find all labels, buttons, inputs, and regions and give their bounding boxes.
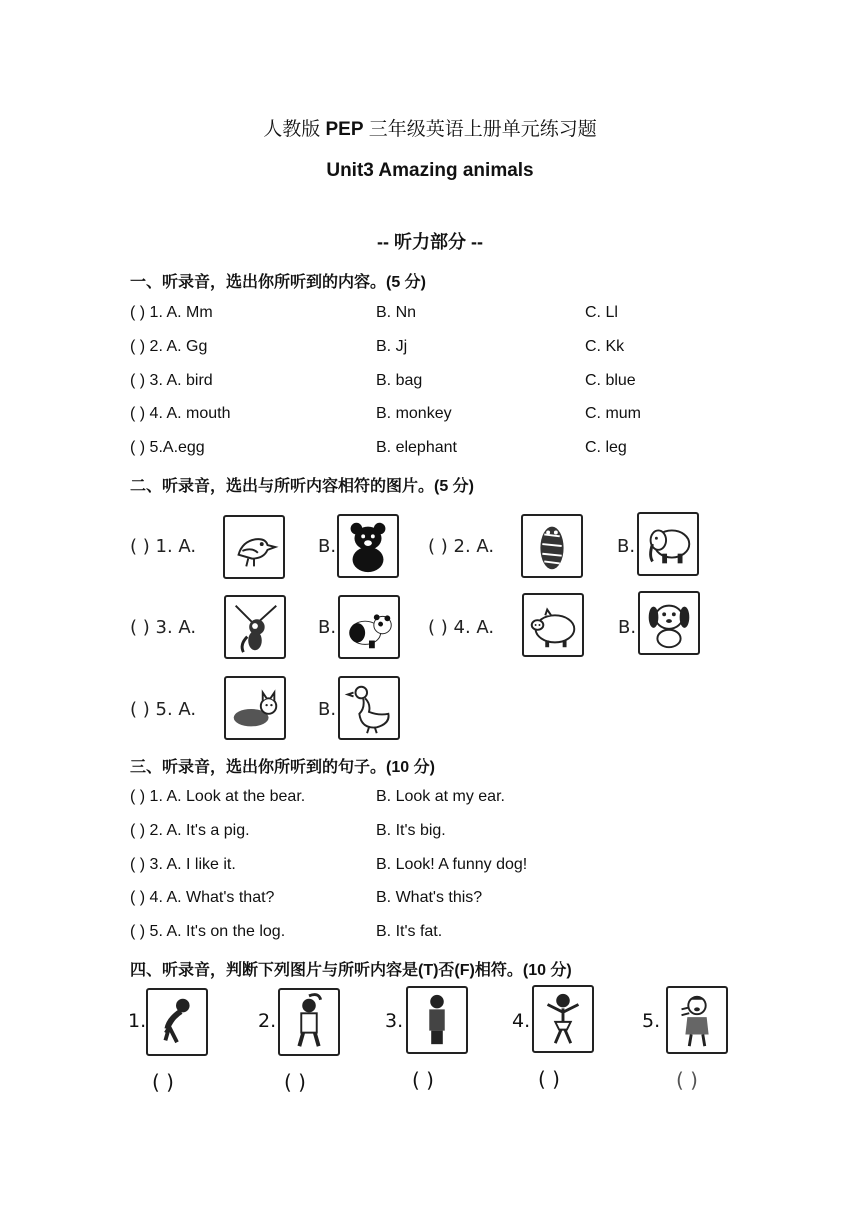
question-text: ( ) 3. A. bird <box>130 372 213 389</box>
option-b: B. Look! A funny dog! <box>376 856 528 873</box>
page-subtitle: Unit3 Amazing animals <box>326 160 534 181</box>
section1-item <box>130 338 770 360</box>
picture-question-label: ( ) 4. A. <box>428 617 495 638</box>
shouting-kid-icon <box>666 986 728 1054</box>
option-c: C. Ll <box>585 304 618 321</box>
option-b: B. It's big. <box>376 822 446 839</box>
answer-blank: ( ) <box>284 1070 306 1094</box>
section3-item <box>130 889 770 911</box>
option-b-label: B. <box>318 617 337 638</box>
question-text: ( ) 1. A. Mm <box>130 304 213 321</box>
tf-number: 3. <box>385 1010 404 1032</box>
duck-icon <box>338 676 400 740</box>
picture-question-label: ( ) 1. A. <box>130 536 197 557</box>
elephant-icon <box>637 512 699 576</box>
section3-heading: 三、听录音，选出你所听到的句子。(10 分) <box>130 759 435 776</box>
section3-item <box>130 923 770 945</box>
tf-number: 2. <box>258 1010 277 1032</box>
section1-item <box>130 405 770 427</box>
section3-item <box>130 856 770 878</box>
section1-item <box>130 439 770 461</box>
option-c: C. blue <box>585 372 636 389</box>
section3-item <box>130 788 770 810</box>
option-b-label: B. <box>318 699 337 720</box>
answer-blank: ( ) <box>676 1068 698 1092</box>
picture-question-label: ( ) 3. A. <box>130 617 197 638</box>
option-b: B. bag <box>376 372 423 389</box>
option-c: C. mum <box>585 405 641 422</box>
question-text: ( ) 4. A. What's that? <box>130 889 275 906</box>
question-text: ( ) 1. A. Look at the bear. <box>130 788 306 805</box>
option-c: C. leg <box>585 439 627 456</box>
tf-number: 4. <box>512 1010 531 1032</box>
stretching-kid-icon <box>278 988 340 1056</box>
pig-icon <box>522 593 584 657</box>
section4-heading: 四、听录音，判断下列图片与所听内容是(T)否(F)相符。(10 分) <box>130 962 572 979</box>
answer-blank: ( ) <box>152 1070 174 1094</box>
option-c: C. Kk <box>585 338 625 355</box>
option-b: B. Nn <box>376 304 417 321</box>
picture-question-label: ( ) 5. A. <box>130 699 197 720</box>
bending-kid-icon <box>146 988 208 1056</box>
page-title <box>0 114 860 141</box>
option-b: B. Jj <box>376 338 408 355</box>
section1-heading: 一、听录音，选出你所听到的内容。(5 分) <box>130 274 427 291</box>
tiger-icon <box>521 514 583 578</box>
option-b-label: B. <box>618 617 637 638</box>
dog-icon <box>638 591 700 655</box>
section3-item <box>130 822 770 844</box>
monkey-icon <box>224 595 286 659</box>
tf-number: 1. <box>128 1010 147 1032</box>
option-b-label: B. <box>318 536 337 557</box>
option-b: B. elephant <box>376 439 457 456</box>
option-b: B. Look at my ear. <box>376 788 505 805</box>
question-text: ( ) 3. A. I like it. <box>130 856 236 873</box>
picture-question-label: ( ) 2. A. <box>428 536 495 557</box>
title-bold: PEP <box>325 119 364 140</box>
tf-number: 5. <box>642 1010 661 1032</box>
section1-item <box>130 372 770 394</box>
option-b: B. What's this? <box>376 889 483 906</box>
panda-icon <box>338 595 400 659</box>
question-text: ( ) 2. A. It's a pig. <box>130 822 250 839</box>
answer-blank: ( ) <box>538 1067 560 1091</box>
option-b: B. It's fat. <box>376 923 443 940</box>
question-text: ( ) 5.A.egg <box>130 439 205 456</box>
cat-icon <box>224 676 286 740</box>
question-text: ( ) 2. A. Gg <box>130 338 208 355</box>
part-heading: -- 听力部分 -- <box>377 232 483 252</box>
option-b-label: B. <box>617 536 636 557</box>
section1-item <box>130 304 770 326</box>
answer-blank: ( ) <box>412 1068 434 1092</box>
bird-icon <box>223 515 285 579</box>
question-text: ( ) 4. A. mouth <box>130 405 231 422</box>
title-suffix: 三年级英语上册单元练习题 <box>368 119 597 140</box>
standing-kid-icon <box>406 986 468 1054</box>
title-prefix: 人教版 <box>263 119 321 140</box>
jumping-kid-icon <box>532 985 594 1053</box>
section2-heading: 二、听录音，选出与所听内容相符的图片。(5 分) <box>130 478 475 495</box>
question-text: ( ) 5. A. It's on the log. <box>130 923 286 940</box>
bear-icon <box>337 514 399 578</box>
option-b: B. monkey <box>376 405 452 422</box>
